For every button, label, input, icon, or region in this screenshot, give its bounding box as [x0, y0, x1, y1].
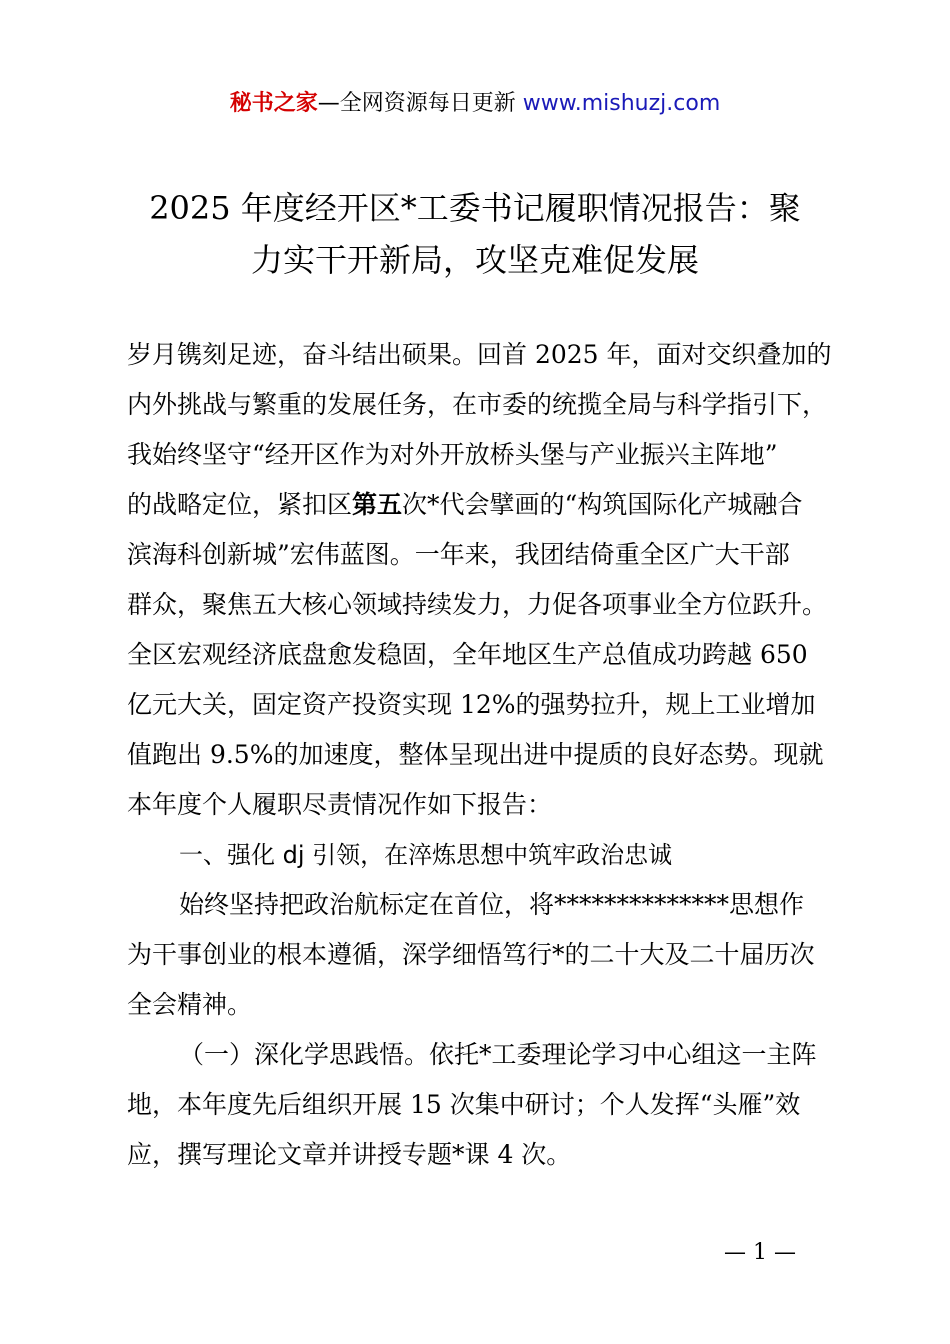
- header-url-link[interactable]: www.mishuzj.com: [522, 91, 721, 116]
- intro-line: 内外挑战与繁重的发展任务，在市委的统揽全局与科学指引下，: [127, 390, 828, 419]
- intro-line: 我始终坚守“经开区作为对外开放桥头堡与产业振兴主阵地”: [127, 440, 778, 469]
- intro-paragraph: [127, 330, 833, 830]
- section-1: [127, 830, 833, 1180]
- header-brand: 秘书之家: [229, 91, 318, 116]
- intro-line: 全区宏观经济底盘愈发稳固，全年地区生产总值成功跨越 650: [127, 640, 808, 669]
- page-number: — 1 —: [724, 1240, 796, 1265]
- section-1-paragraph-line: 为干事创业的根本遵循，深学细悟笃行*的二十大及二十届历次: [127, 940, 815, 969]
- intro-line: 滨海科创新城”宏伟蓝图。一年来，我团结倚重全区广大干部: [127, 540, 790, 569]
- subsection-1-line: （一）深化学思践悟。依托*工委理论学习中心组这一主阵: [179, 1040, 817, 1069]
- intro-line: 本年度个人履职尽责情况作如下报告：: [127, 790, 553, 819]
- title-line-1: 2025 年度经开区*工委书记履职情况报告：聚: [149, 189, 801, 227]
- intro-line: 亿元大关，固定资产投资实现 12%的强势拉升，规上工业增加: [127, 690, 816, 719]
- intro-line: 群众，聚焦五大核心领域持续发力，力促各项事业全方位跃升。: [127, 590, 828, 619]
- intro-line: 岁月镌刻足迹，奋斗结出硕果。回首 2025 年，面对交织叠加的: [127, 340, 832, 369]
- intro-bold-text: 第五: [352, 490, 403, 519]
- subsection-1-line: 应，撰写理论文章并讲授专题*课 4 次。: [127, 1140, 572, 1169]
- section-1-paragraph-line: 全会精神。: [127, 990, 253, 1019]
- intro-text: 的战略定位，紧扣区: [127, 490, 353, 519]
- section-1-paragraph-line: 始终坚持把政治航标定在首位，将**************思想作: [179, 890, 805, 919]
- intro-line: 值跑出 9.5%的加速度，整体呈现出进中提质的良好态势。现就: [127, 740, 824, 769]
- document-title: [110, 182, 840, 286]
- intro-line: [127, 480, 833, 530]
- subsection-1-line: 地，本年度先后组织开展 15 次集中研讨；个人发挥“头雁”效: [127, 1090, 801, 1119]
- header-slogan: —全网资源每日更新: [317, 91, 523, 116]
- intro-text: 次*代会擘画的“构筑国际化产城融合: [402, 490, 803, 519]
- section-1-heading: 一、强化 dj 引领，在淬炼思想中筑牢政治忠诚: [179, 841, 673, 869]
- site-header: [0, 88, 950, 120]
- title-line-2: 力实干开新局，攻坚克难促发展: [250, 241, 699, 279]
